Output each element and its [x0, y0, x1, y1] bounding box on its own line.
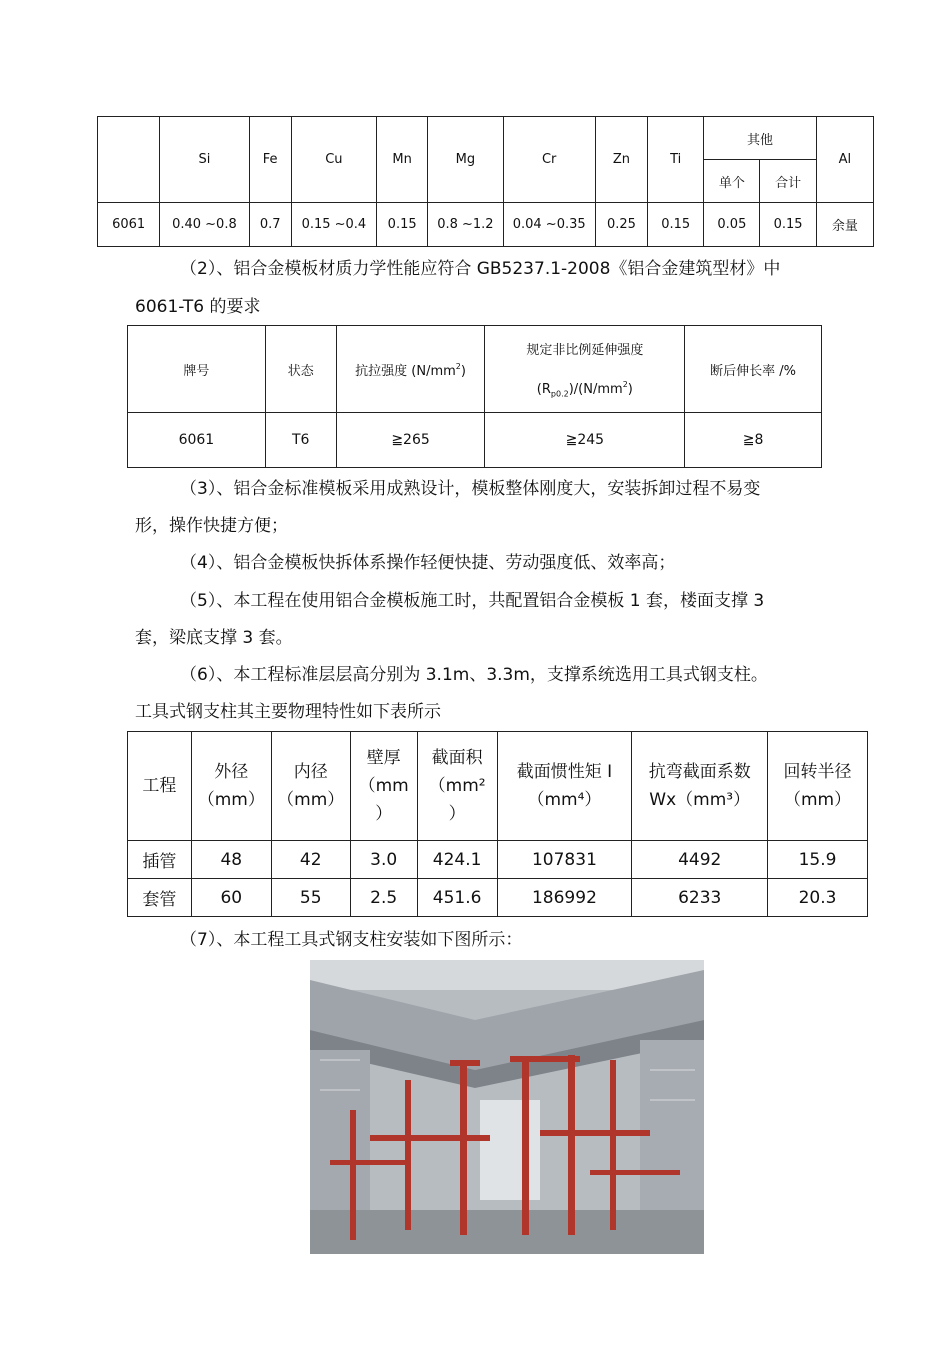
header-modulus-line2: Wx（mm³）	[649, 790, 751, 810]
table-cell: 余量	[816, 203, 873, 247]
table-cell: 0.15	[760, 203, 816, 247]
header-ti: Ti	[648, 117, 704, 203]
table-cell: 0.40 ~0.8	[160, 203, 249, 247]
table-cell: ≧8	[685, 413, 822, 468]
table-cell: 0.8 ~1.2	[428, 203, 503, 247]
table-cell: 0.04 ~0.35	[503, 203, 595, 247]
table-cell: 0.05	[704, 203, 760, 247]
header-yield-text-b: )/(N/mm	[568, 382, 623, 398]
header-grade: 牌号	[128, 326, 266, 413]
header-outer-diameter	[191, 732, 271, 841]
table-cell: ≧245	[485, 413, 685, 468]
table-cell: 451.6	[417, 879, 497, 917]
header-cr: Cr	[503, 117, 595, 203]
table-cell: 6233	[632, 879, 768, 917]
photo-illustration	[310, 960, 704, 1254]
table-cell: 插管	[128, 841, 192, 879]
header-state: 状态	[265, 326, 336, 413]
header-inner-line2: （mm）	[277, 790, 345, 810]
header-area-line2: （mm²	[428, 776, 486, 796]
header-al: Al	[816, 117, 873, 203]
table-cell: 48	[191, 841, 271, 879]
header-zn: Zn	[595, 117, 647, 203]
header-inner-line1: 内径	[293, 762, 328, 782]
header-yield-text-c: )	[627, 382, 633, 398]
table-cell: 0.7	[249, 203, 291, 247]
header-gyration-line1: 回转半径	[783, 762, 852, 782]
header-other: 其他	[704, 117, 816, 160]
header-mg: Mg	[428, 117, 503, 203]
header-section-area	[417, 732, 497, 841]
table-cell: 107831	[497, 841, 632, 879]
header-tensile-sup: 2	[455, 361, 461, 371]
table-cell: 6061	[128, 413, 266, 468]
header-tensile	[336, 326, 485, 413]
paragraph-6-line2: 工具式钢支柱其主要物理特性如下表所示	[135, 702, 441, 722]
table-cell: 42	[271, 841, 350, 879]
table-cell: 0.15	[377, 203, 428, 247]
header-gyration-radius	[768, 732, 868, 841]
header-si: Si	[160, 117, 249, 203]
header-project: 工程	[128, 732, 192, 841]
header-yield-line2	[485, 380, 684, 399]
header-area-line3: ）	[448, 804, 466, 824]
header-inertia-line1: 截面惯性矩 I	[516, 762, 613, 782]
header-wall-line1: 壁厚	[366, 748, 401, 768]
table-cell: ≧265	[336, 413, 485, 468]
table-cell: 186992	[497, 879, 632, 917]
steel-column-installation-photo	[310, 960, 704, 1254]
table-cell: 0.25	[595, 203, 647, 247]
header-moment-inertia	[497, 732, 632, 841]
table-cell: 55	[271, 879, 350, 917]
table-cell: 60	[191, 879, 271, 917]
header-section-modulus	[632, 732, 768, 841]
header-wall-thickness	[350, 732, 417, 841]
table-cell: 424.1	[417, 841, 497, 879]
paragraph-3-line1: （3）、铝合金标准模板采用成熟设计，模板整体刚度大，安装拆卸过程不易变	[180, 479, 761, 499]
table-cell: 套管	[128, 879, 192, 917]
paragraph-5-line1: （5）、本工程在使用铝合金模板施工时，共配置铝合金模板 1 套，楼面支撑 3	[180, 591, 765, 611]
paragraph-2-line2: 6061-T6 的要求	[135, 297, 261, 317]
header-yield-sub: p0.2	[550, 389, 569, 399]
table-cell: 4492	[632, 841, 768, 879]
header-yield-line1: 规定非比例延伸强度	[526, 343, 644, 359]
header-gyration-line2: （mm）	[783, 790, 852, 810]
table-cell: T6	[265, 413, 336, 468]
paragraph-2-line1: （2）、铝合金模板材质力学性能应符合 GB5237.1-2008《铝合金建筑型材》中	[180, 259, 781, 279]
header-yield	[485, 326, 685, 413]
header-modulus-line1: 抗弯截面系数	[648, 762, 751, 782]
table-cell: 2.5	[350, 879, 417, 917]
header-other-total: 合计	[760, 160, 816, 203]
header-inertia-line2: （mm⁴）	[527, 790, 602, 810]
table-cell: 0.15	[648, 203, 704, 247]
header-wall-line2: （mm	[358, 776, 409, 796]
header-elongation: 断后伸长率 /%	[685, 326, 822, 413]
paragraph-6-line1: （6）、本工程标准层层高分别为 3.1m、3.3m，支撑系统选用工具式钢支柱。	[180, 665, 768, 685]
table-cell: 3.0	[350, 841, 417, 879]
blank-header-cell	[98, 117, 160, 203]
table-row	[128, 879, 868, 917]
header-cu: Cu	[291, 117, 376, 203]
header-mn: Mn	[377, 117, 428, 203]
table-cell: 20.3	[768, 879, 868, 917]
header-outer-line1: 外径	[214, 762, 249, 782]
header-area-line1: 截面积	[431, 748, 483, 768]
header-fe: Fe	[249, 117, 291, 203]
header-yield-text-a: (R	[536, 382, 551, 398]
table-cell: 15.9	[768, 841, 868, 879]
mechanical-properties-table	[127, 325, 822, 468]
header-outer-line2: （mm）	[197, 790, 265, 810]
paragraph-3-line2: 形，操作快捷方便；	[135, 516, 288, 536]
paragraph-7: （7）、本工程工具式钢支柱安装如下图所示：	[180, 930, 523, 950]
paragraph-4: （4）、铝合金模板快拆体系操作轻便快捷、劳动强度低、效率高；	[180, 553, 676, 573]
header-tensile-end: )	[460, 363, 466, 379]
header-yield-sup: 2	[622, 380, 628, 390]
table-row	[128, 841, 868, 879]
table-cell: 6061	[98, 203, 160, 247]
header-wall-line3: ）	[375, 804, 393, 824]
paragraph-5-line2: 套，梁底支撑 3 套。	[135, 628, 293, 648]
header-inner-diameter	[271, 732, 350, 841]
steel-column-table	[127, 731, 868, 917]
table-cell: 0.15 ~0.4	[291, 203, 376, 247]
composition-table	[97, 116, 874, 247]
header-tensile-text: 抗拉强度 (N/mm	[355, 363, 456, 379]
header-other-single: 单个	[704, 160, 760, 203]
